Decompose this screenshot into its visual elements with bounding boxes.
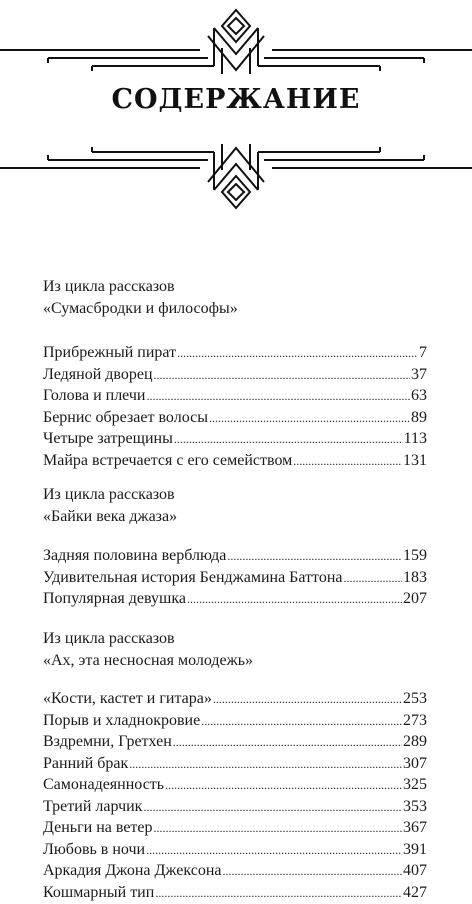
entry-page: 353 [403,796,427,818]
entry-page: 289 [403,731,427,753]
dot-leader [213,688,402,711]
entry-title: Третий ларчик [43,796,142,818]
entry-title: Задняя половина верблюда [43,545,226,567]
toc-entry[interactable] [43,588,427,610]
entry-title: Вздремни, Гретхен [43,731,172,753]
dot-leader [129,753,402,776]
dot-leader [155,882,402,904]
entry-title: Деньги на ветер [43,817,153,839]
entry-title: Ранний брак [43,753,128,775]
toc-entries-1 [43,342,427,471]
toc-entry[interactable] [43,567,427,589]
entry-title: Порыв и хладнокровие [43,710,200,732]
dot-leader [222,860,402,883]
entry-title: Самонадеянность [43,774,164,796]
entry-page: 367 [403,817,427,839]
toc-entry[interactable] [43,796,427,818]
dot-leader [146,385,410,408]
toc-entry[interactable] [43,385,427,407]
entry-title: Голова и плечи [43,385,145,407]
entry-page: 89 [411,407,427,429]
entry-title: Прибрежный пират [43,342,176,364]
entry-page: 253 [403,688,427,710]
entry-page: 37 [411,364,427,386]
toc-entry[interactable] [43,817,427,839]
dot-leader [146,839,402,862]
cycle-title: «Ах, эта несносная молодежь» [43,650,427,672]
dot-leader [227,545,402,568]
toc-entry[interactable] [43,753,427,775]
entry-title: Майра встречается с его семейством [43,450,292,472]
dot-leader [154,817,402,840]
entry-title: Удивительная история Бенджамина Баттона [43,567,342,589]
cycle-intro: Из цикла рассказов [43,484,427,506]
entry-page: 63 [411,385,427,407]
dot-leader [154,364,410,387]
dot-leader [187,588,402,611]
entry-title: Кошмарный тип [43,882,154,904]
cycle-intro: Из цикла рассказов [43,628,427,650]
entry-page: 407 [403,860,427,882]
entry-page: 131 [403,450,427,472]
cycle-intro: Из цикла рассказов [43,276,427,298]
cycle-title: «Сумасбродки и философы» [43,298,427,320]
toc-entry[interactable] [43,710,427,732]
dot-leader [165,774,402,797]
toc-entries-2 [43,545,427,610]
toc-section-1 [43,276,427,320]
dot-leader [343,567,402,590]
dot-leader [174,428,403,451]
dot-leader [201,710,402,733]
entry-page: 183 [403,567,427,589]
toc-entry[interactable] [43,860,427,882]
contents-heading [0,84,472,115]
entry-title: Ледяной дворец [43,364,153,386]
entry-title: Любовь в ночи [43,839,145,861]
entry-page: 207 [403,588,427,610]
entry-page: 325 [403,774,427,796]
entry-title: Аркадия Джона Джексона [43,860,221,882]
toc-entry[interactable] [43,882,427,904]
dot-leader [173,731,402,754]
bottom-art-deco-ornament [0,138,472,210]
toc-entry[interactable] [43,364,427,386]
toc-entry[interactable] [43,545,427,567]
dot-leader [143,796,402,819]
dot-leader [209,407,410,430]
entry-page: 273 [403,710,427,732]
cycle-title: «Байки века джаза» [43,506,427,528]
toc-entry[interactable] [43,839,427,861]
toc-entries-3 [43,688,427,903]
toc-entry[interactable] [43,342,427,364]
dot-leader [177,342,418,365]
entry-title: «Кости, кастет и гитара» [43,688,212,710]
contents-heading-text: СОДЕРЖАНИЕ [112,84,361,115]
entry-title: Популярная девушка [43,588,186,610]
entry-page: 113 [404,428,427,450]
dot-leader [293,450,402,473]
entry-title: Четыре затрещины [43,428,173,450]
toc-entry[interactable] [43,407,427,429]
entry-page: 307 [403,753,427,775]
entry-page: 159 [403,545,427,567]
toc-entry[interactable] [43,688,427,710]
top-art-deco-ornament [0,8,472,78]
entry-title: Бернис обрезает волосы [43,407,208,429]
toc-section-2 [43,484,427,528]
entry-page: 427 [403,882,427,904]
entry-page: 391 [403,839,427,861]
toc-entry[interactable] [43,428,427,450]
entry-page: 7 [419,342,427,364]
toc-entry[interactable] [43,450,427,472]
toc-section-3 [43,628,427,672]
toc-entry[interactable] [43,774,427,796]
toc-entry[interactable] [43,731,427,753]
